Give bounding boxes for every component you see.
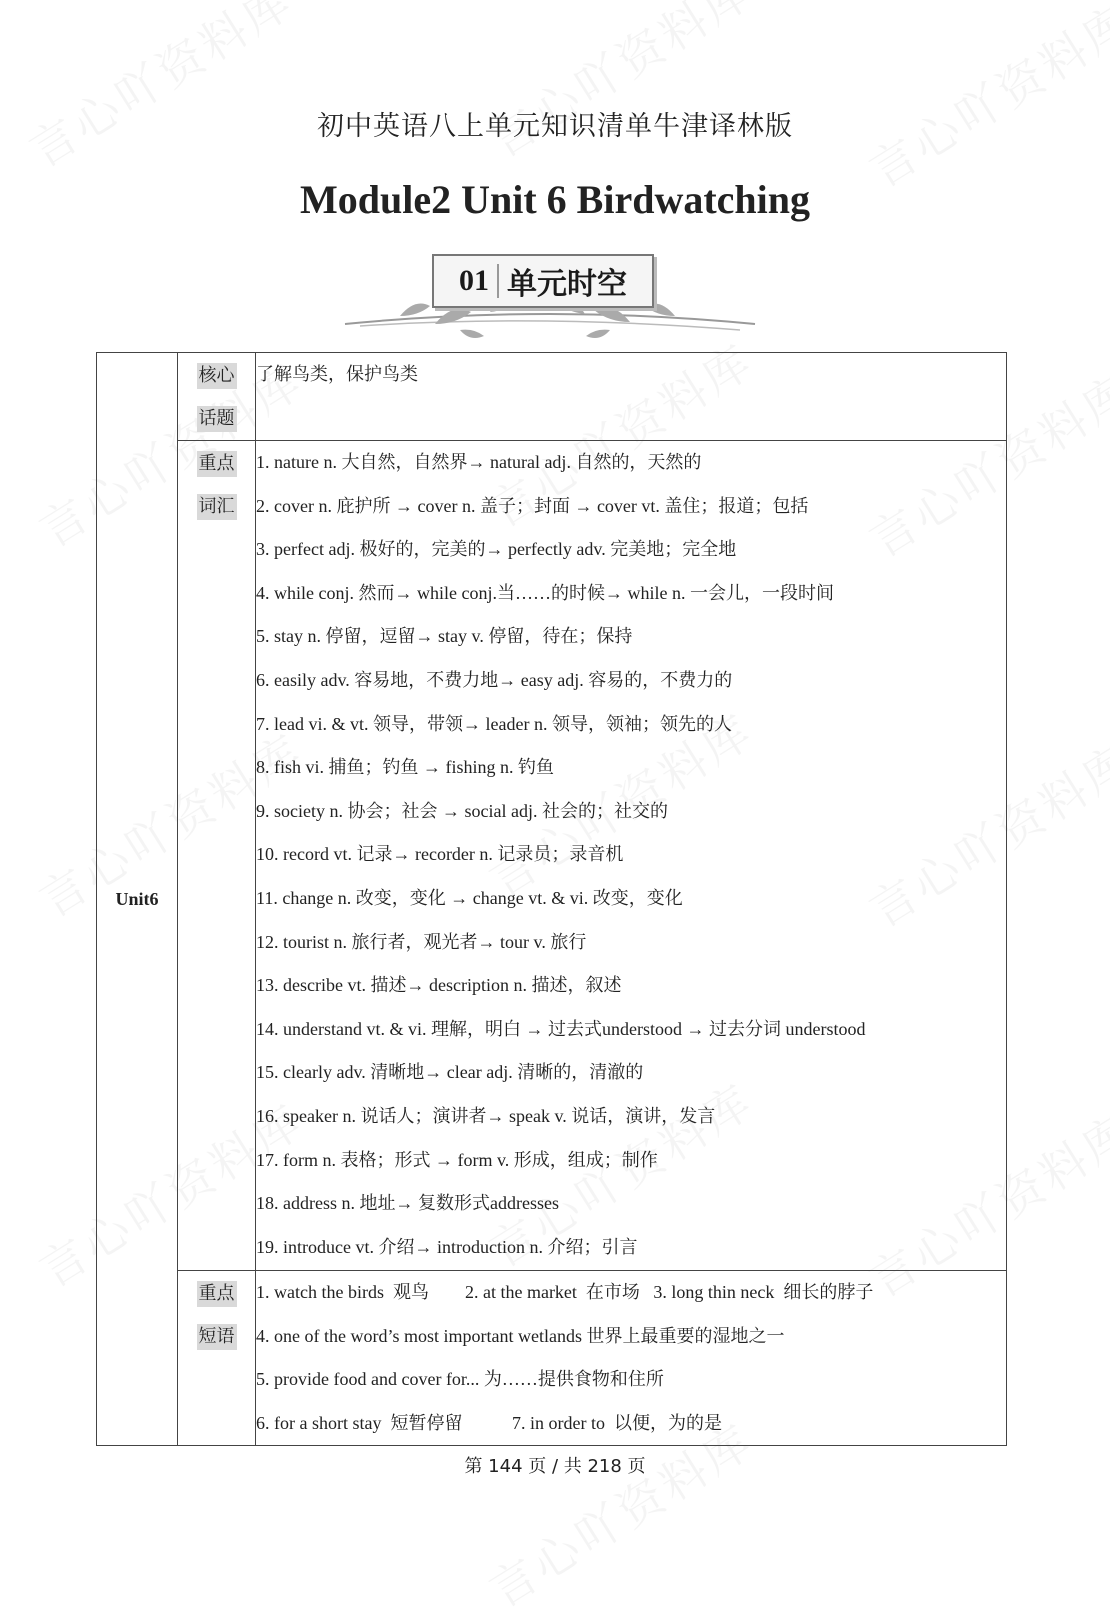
section-label: 单元时空 xyxy=(507,267,627,302)
vocab-item: 5. stay n. 停留，逗留→ stay v. 停留，待在；保持 xyxy=(256,626,633,647)
vocab-item: 14. understand vt. & vi. 理解，明白 → 过去式understood → 过去分词 understood xyxy=(256,1018,866,1039)
table-row-phrases xyxy=(97,1271,1007,1446)
table-row-vocab xyxy=(97,441,1007,1271)
vocab-item: 9. society n. 协会；社会 → social adj. 社会的；社交的 xyxy=(256,800,668,821)
category-cell-vocab xyxy=(178,441,256,1271)
category-cell-topic xyxy=(178,353,256,441)
unit-cell: Unit6 xyxy=(97,353,178,1446)
page-number: 第 144 页 / 共 218 页 xyxy=(464,1456,646,1477)
vocab-item: 15. clearly adv. 清晰地→ clear adj. 清晰的，清澈的 xyxy=(256,1062,644,1083)
document-title-en: Module2 Unit 6 Birdwatching xyxy=(299,177,811,222)
watermark-text xyxy=(855,0,1110,200)
vocab-item: 13. describe vt. 描述→ description n. 描述，叙述 xyxy=(256,975,622,996)
topic-content-cell xyxy=(256,353,1007,441)
watermark-text xyxy=(15,0,304,180)
phrase-item: 1. watch the birds 观鸟 2. at the market 在市场 3. long thin neck 细长的脖子 xyxy=(256,1282,874,1302)
category-cell-phrases xyxy=(178,1271,256,1446)
category-label: 话题 xyxy=(197,406,237,432)
vocab-content-cell xyxy=(256,441,1007,1271)
category-label: 重点 xyxy=(197,451,237,477)
category-label: 核心 xyxy=(197,363,237,389)
phrase-item: 5. provide food and cover for... 为……提供食物和住所 xyxy=(256,1369,664,1390)
document-title-cn: 初中英语八上单元知识清单牛津译林版 xyxy=(317,111,793,142)
vocab-item: 8. fish vi. 捕鱼；钓鱼 → fishing n. 钓鱼 xyxy=(256,757,555,778)
vocab-item: 16. speaker n. 说话人；演讲者→ speak v. 说话，演讲，发言 xyxy=(256,1105,716,1126)
phrases-content-cell xyxy=(256,1271,1007,1446)
vocab-item: 1. nature n. 大自然，自然界→ natural adj. 自然的，天然的 xyxy=(256,452,702,472)
watermark-text xyxy=(475,0,764,170)
category-label: 重点 xyxy=(197,1281,237,1307)
section-heading xyxy=(432,254,654,308)
section-banner xyxy=(340,246,760,341)
category-label: 短语 xyxy=(197,1324,237,1350)
section-number: 01 xyxy=(459,264,489,297)
vocab-item: 3. perfect adj. 极好的，完美的→ perfectly adv. 完美地；完全地 xyxy=(256,539,737,560)
vocab-item: 18. address n. 地址→ 复数形式addresses xyxy=(256,1193,559,1214)
vocab-item: 2. cover n. 庇护所 → cover n. 盖子；封面 → cover vt. 盖住；报道；包括 xyxy=(256,495,809,516)
table-row-topic xyxy=(97,353,1007,441)
category-label: 词汇 xyxy=(197,494,237,520)
vocab-item: 17. form n. 表格；形式 → form v. 形成，组成；制作 xyxy=(256,1149,658,1170)
phrase-item: 6. for a short stay 短暂停留 7. in order to 以便，为的是 xyxy=(256,1412,722,1433)
vocab-item: 11. change n. 改变，变化 → change vt. & vi. 改变，变化 xyxy=(256,887,683,908)
vocab-item: 4. while conj. 然而→ while conj.当……的时候→ while n. 一会儿，一段时间 xyxy=(256,582,834,603)
vocab-item: 7. lead vi. & vt. 领导，带领→ leader n. 领导，领袖；领先的人 xyxy=(256,713,732,734)
vocab-item: 6. easily adv. 容易地，不费力地→ easy adj. 容易的，不费力的 xyxy=(256,669,733,690)
vocab-item: 10. record vt. 记录→ recorder n. 记录员；录音机 xyxy=(256,844,624,865)
section-divider xyxy=(497,264,499,298)
knowledge-table xyxy=(96,352,1007,1446)
vocab-item: 12. tourist n. 旅行者，观光者→ tour v. 旅行 xyxy=(256,931,587,952)
vocab-item: 19. introduce vt. 介绍→ introduction n. 介绍；引言 xyxy=(256,1236,638,1257)
topic-text: 了解鸟类，保护鸟类 xyxy=(256,364,418,384)
phrase-item: 4. one of the word’s most important wetlands 世界上最重要的湿地之一 xyxy=(256,1325,785,1346)
